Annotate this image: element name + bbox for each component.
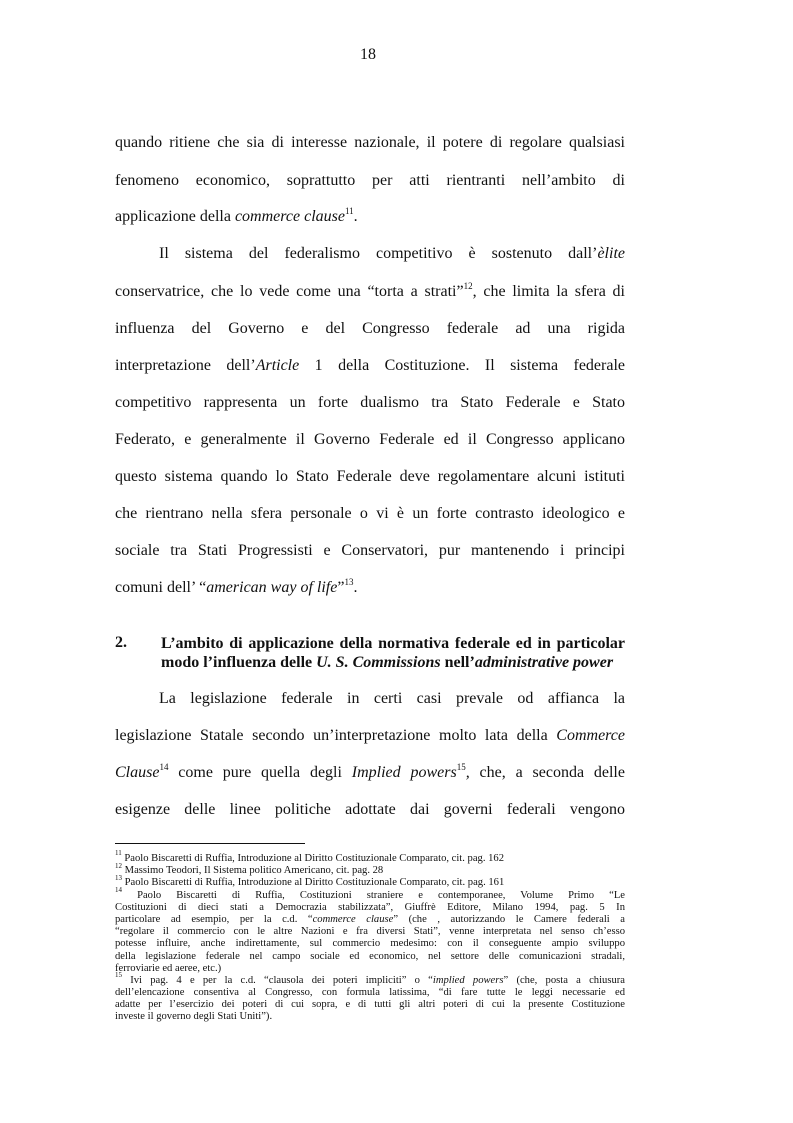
footnote-ref-15[interactable]: 15 — [456, 761, 466, 772]
text-line: conservatrice, che lo vede come una “torta a strati”$^{12}$, che limita la sfera di — [115, 280, 626, 300]
footnote-ref-12[interactable]: 12 — [463, 280, 473, 291]
text-line: competitivo rappresenta un forte dualismo tra Stato Federale e Stato — [115, 394, 625, 411]
page-number: 18 — [360, 46, 376, 63]
footnote-separator — [115, 843, 305, 844]
text-line: applicazione della commerce clause$^{11}$. — [115, 205, 358, 225]
text-line: comuni dell’ “american way of life”$^{13}$. — [115, 576, 358, 596]
footnotes — [115, 849, 625, 1024]
footnote-13: $^{13}$ Paolo Biscaretti di Ruffia, Introduzione al Diritto Costituzionale Comparato, cit. pag. 161 — [115, 873, 505, 889]
footnote-15: $^{15}$ Ivi pag. 4 e per la c.d. “clausola dei poteri impliciti” o “implied powers” (che, posta a chiusura dell’elencazione consentiva al Congresso, con formula latissima, “di fare tutte le leggi necessarie ed adatte per l’esercizio dei poteri di cui sopra, e di tutti gli altri poteri di cui la presente Costituzione investe il governo degli Stati Uniti”). — [115, 971, 625, 1023]
footnote-ref-11[interactable]: 11 — [344, 205, 354, 216]
text-line: sociale tra Stati Progressisti e Conservatori, pur mantenendo i principi — [115, 542, 625, 559]
text-line: interpretazione dell’Article 1 della Costituzione. Il sistema federale — [115, 357, 626, 374]
footnote-14: $^{14}$ Paolo Biscaretti di Ruffia, Costituzioni straniere e contemporanee, Volume Primo “Le Costituzioni di dieci stati a Democrazia stabilizzata”, Giuffrè Editore, Milano 1994, pag. 5 In particolare ad esempio, per la c.d. “commerce clause” (che , autorizzando le Camere federali a “regolare il commercio con le altre Nazioni e fra diversi Stati”, venne interpretata nel senso ch’esso potesse influire, anche indirettamente, sul commercio medesimo: con il conseguente ampio sviluppo della legislazione federale nel campo sociale ed economico, nel settore delle comunicazioni stradali, ferroviarie ed aeree, etc.) — [115, 886, 625, 974]
section-title-line: L’ambito di applicazione della normativa federale ed in particolar — [161, 635, 625, 652]
text-line: La legislazione federale in certi casi prevale od affianca la — [159, 690, 625, 707]
text-line: Clause$^{14}$ come pure quella degli Implied powers$^{15}$, che, a seconda delle — [115, 761, 625, 781]
footnote-12: $^{12}$ Massimo Teodori, Il Sistema politico Americano, cit. pag. 28 — [115, 861, 384, 877]
section-number: 2. — [115, 634, 127, 651]
text-line: quando ritiene che sia di interesse nazionale, il potere di regolare qualsiasi — [115, 134, 625, 151]
footnote-ref-13[interactable]: 13 — [344, 576, 354, 587]
text-line: fenomeno economico, soprattutto per atti rientranti nell’ambito di — [115, 172, 625, 189]
text-line: Federato, e generalmente il Governo Federale ed il Congresso applicano — [115, 431, 625, 448]
text-line: esigenze delle linee politiche adottate dai governi federali vengono — [115, 801, 625, 818]
text-line: Il sistema del federalismo competitivo è sostenuto dall’èlite — [159, 245, 625, 262]
text-line: questo sistema quando lo Stato Federale deve regolamentare alcuni istituti — [115, 468, 625, 485]
commerce-clause-term: commerce clause — [234, 208, 345, 225]
text-line: che rientrano nella sfera personale o vi è un forte contrasto ideologico e — [115, 505, 625, 522]
footnote-ref-14[interactable]: 14 — [159, 761, 169, 772]
text-line: legislazione Statale secondo un’interpretazione molto lata della Commerce — [115, 727, 625, 744]
text-line: influenza del Governo e del Congresso federale ad una rigida — [115, 320, 625, 337]
section-title-line: modo l’influenza delle U. S. Commissions nell’administrative power — [161, 654, 614, 671]
footnote-11: $^{11}$ Paolo Biscaretti di Ruffia, Introduzione al Diritto Costituzionale Comparato, cit. pag. 162 — [115, 849, 505, 864]
